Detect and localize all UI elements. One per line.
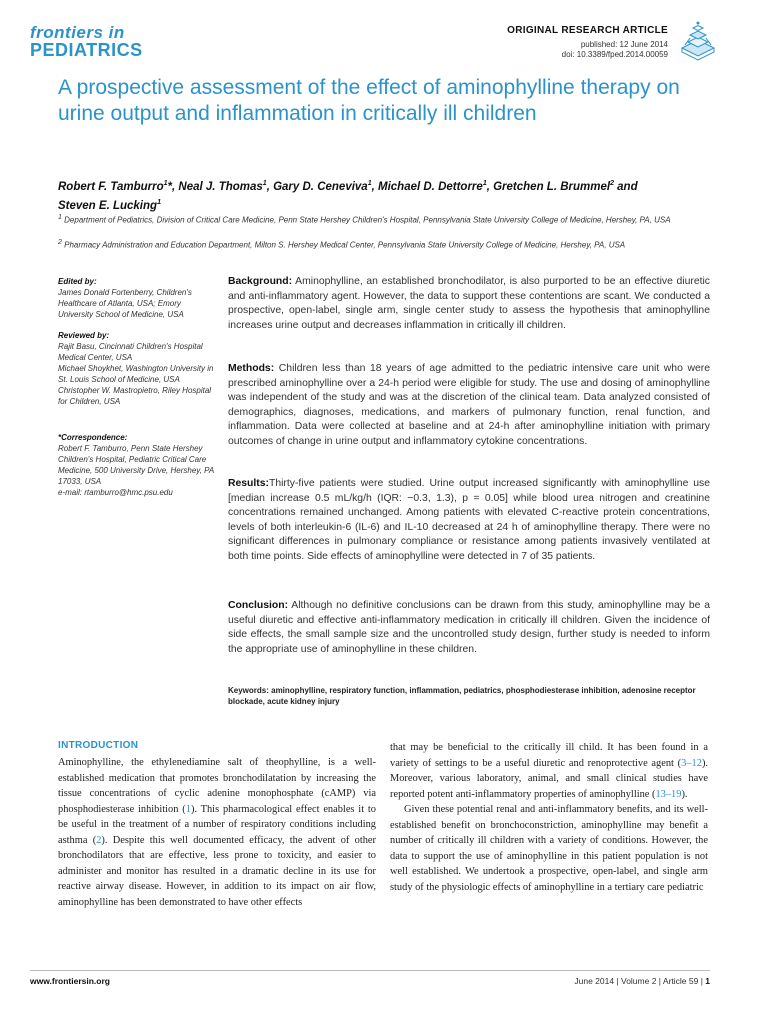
correspondence-address: Robert F. Tamburro, Penn State Hershey Children's Hospital, Pediatric Critical Care Medicine, 500 University Drive, Hershey, PA 17033, USA (58, 444, 214, 486)
author-affiliation-marker: 1 (367, 180, 372, 187)
paragraph (58, 755, 376, 910)
affiliation-number: 2 (58, 239, 62, 246)
paragraph (390, 740, 708, 802)
citation-link[interactable]: 3–12 (681, 757, 702, 769)
author-affiliation-marker: 1 (482, 180, 487, 187)
keywords: Keywords: aminophylline, respiratory function, inflammation, pediatrics, phosphodiesterase inhibition, adenosine receptor blockade, acute kidney injury (228, 686, 696, 706)
affiliation (58, 212, 718, 226)
conclusion-text: Although no definitive conclusions can be drawn from this study, aminophylline may be a useful diuretic and effective anti-inflammatory medication in critically ill children. Given the incidence of side effects, the small sample size and the uncontrolled study design, further study is needed to inform the appropriate use of aminophylline in these children. (228, 600, 710, 655)
author-affiliation-marker: 1 (157, 198, 161, 206)
published-date: published: 12 June 2014 (580, 40, 668, 49)
background-text: Aminophylline, an established bronchodilator, is also purported to be an effective diuretic and anti-inflammatory agent. However, the data to support these contentions are scant. We conducted a prospective, open-label, single arm, single center study to assess the hypothesis that aminophylline increases urine output and decreases inflammation in critically ill children. (228, 276, 710, 331)
journal-logo-top: frontiers in (30, 23, 125, 42)
author-name[interactable]: , Michael D. Dettorre (371, 180, 483, 193)
methods-text: Children less than 18 years of age admitted to the pediatric intensive care unit who were prescribed aminophylline over a 24-h period were eligible for study. The use and dosing of aminophylline was independent of the study and was at the discretion of the clinical team. Data analyzed consisted of demographics, diagnoses, medications, and markers of pulmonary function, renal function, and inflammation. Data were collected at baseline and at 24-h after aminophylline initiation with primary outcomes of change in urine output and inflammatory cytokine concentrations. (228, 363, 710, 447)
abstract-background (228, 275, 710, 333)
article-type: ORIGINAL RESEARCH ARTICLE (507, 25, 668, 36)
section-heading: INTRODUCTION (58, 740, 139, 751)
footer-divider (30, 970, 710, 971)
affiliation-text: Department of Pediatrics, Division of Critical Care Medicine, Penn State Hershey Children's Hospital, Pennsylvania State University College of Medicine, Hershey, PA, USA (64, 215, 671, 225)
methods-label: Methods: (228, 363, 275, 374)
footer-issue-info (574, 976, 710, 986)
text: Aminophylline, the ethylenediamine salt of theophylline, is a well-established medication that promotes bronchodilatation by increasing the tissue concentrations of cyclic adenine monophosphate (cAMP) via phosphodiesterase inhibition ( (58, 757, 376, 815)
citation-link[interactable]: 1 (185, 803, 191, 815)
text: ). Despite this well documented efficacy, the advent of other bronchodilators that are effective, less prone to toxicity, and easier to administer and monitor has resulted in a dramatic decline in its use for reactive airway disease. However, in addition to its impact on air flow, aminophylline has been demonstrated to have other effects (58, 834, 376, 908)
journal-logo-bottom: PEDIATRICS (30, 40, 143, 60)
reviewer: Michael Shoykhet, Washington University in St. Louis School of Medicine, USA (58, 364, 214, 384)
results-text: Thirty-five patients were studied. Urine output increased significantly with aminophylline use [median increase 0.5 mL/kg/h (IQR: −0.3, 1.3), p = 0.05] while blood urea nitrogen and creatinine concentrations remained unchanged. Among patients with elevated C-reactive protein concentrations, levels of both interleukin-6 (IL-6) and IL-10 decreased at 24 h of aminophylline therapy. There were no significant differences in pulmonary compliance or resistance among patients invasively ventilated at both time points. Side effects of aminophylline were detected in 7 of 35 patients. (228, 478, 710, 562)
page-number: 1 (705, 976, 710, 986)
edited-by: James Donald Fortenberry, Children's Healthcare of Atlanta, USA; Emory University School of Medicine, USA (58, 288, 192, 319)
author-name[interactable]: , Gary D. Ceneviva (266, 180, 368, 193)
abstract-methods (228, 362, 710, 450)
issue-text: June 2014 | Volume 2 | Article 59 | (574, 976, 706, 986)
author-name[interactable]: Steven E. Lucking (58, 199, 158, 212)
conclusion-label: Conclusion: (228, 600, 289, 611)
author-affiliation-marker: 1 (163, 180, 168, 187)
citation-link[interactable]: 2 (96, 834, 102, 846)
correspondence-label: *Correspondence: (58, 433, 128, 442)
author-affiliation-marker: 2 (610, 180, 614, 187)
body-column-left (58, 755, 376, 910)
author-list (58, 176, 718, 214)
background-label: Background: (228, 276, 293, 287)
reviewer: Christopher W. Mastropietro, Riley Hospital for Children, USA (58, 386, 212, 406)
reviewer-info (58, 330, 218, 407)
edited-by-label: Edited by: (58, 277, 97, 286)
author-name[interactable]: Neal J. Thomas (178, 180, 263, 193)
author-name[interactable]: , Gretchen L. Brummel (486, 180, 611, 193)
affiliation-text: Pharmacy Administration and Education Department, Milton S. Hershey Medical Center, Pennsylvania State University College of Medicine, Hershey, PA, USA (64, 240, 626, 250)
reviewer: Rajit Basu, Cincinnati Children's Hospital Medical Center, USA (58, 342, 203, 362)
text: ). Moreover, various laboratory, animal, and small clinical studies have reported potent anti-inflammatory properties of aminophylline ( (390, 757, 708, 800)
doi: doi: 10.3389/fped.2014.00059 (561, 50, 668, 59)
affiliation-number: 1 (58, 214, 62, 221)
body-column-right (390, 740, 708, 895)
correspondence-info (58, 432, 218, 498)
abstract-results (228, 477, 710, 565)
text: that may be beneficial to the critically ill child. It has been found in a variety of settings to be a useful diuretic and renoprotective agent ( (390, 742, 708, 769)
results-label: Results: (228, 478, 269, 489)
author-name[interactable]: Robert F. Tamburro (58, 180, 164, 193)
reviewed-by-label: Reviewed by: (58, 331, 110, 340)
citation-link[interactable]: 13–19 (655, 788, 682, 800)
paragraph: Given these potential renal and anti-inflammatory benefits, and its well-established benefit on bronchoconstriction, aminophylline may benefit a number of critically ill children with a variety of conditions. However, the data to support the use of aminophylline in this patient population is not well established. We undertook a prospective, open-label, and single arm study of the physiologic effects of aminophylline in a tertiary care pediatric (390, 804, 708, 893)
affiliation (58, 237, 718, 251)
journal-emblem-icon (676, 18, 720, 62)
author-conjunction: and (613, 180, 638, 193)
text: ). This pharmacological effect enables it to be useful in the treatment of a number of respiratory conditions including asthma ( (58, 803, 377, 846)
editor-info (58, 276, 218, 320)
author-affiliation-marker: 1 (262, 180, 267, 187)
article-title: A prospective assessment of the effect of aminophylline therapy on urine output and inflammation in critically ill children (58, 76, 680, 125)
footer-website-link[interactable]: www.frontiersin.org (30, 976, 110, 986)
correspondence-email[interactable]: e-mail: rtamburro@hmc.psu.edu (58, 488, 173, 497)
corresponding-marker: *, (167, 180, 179, 193)
abstract-conclusion (228, 599, 710, 657)
text: ). (681, 788, 688, 800)
